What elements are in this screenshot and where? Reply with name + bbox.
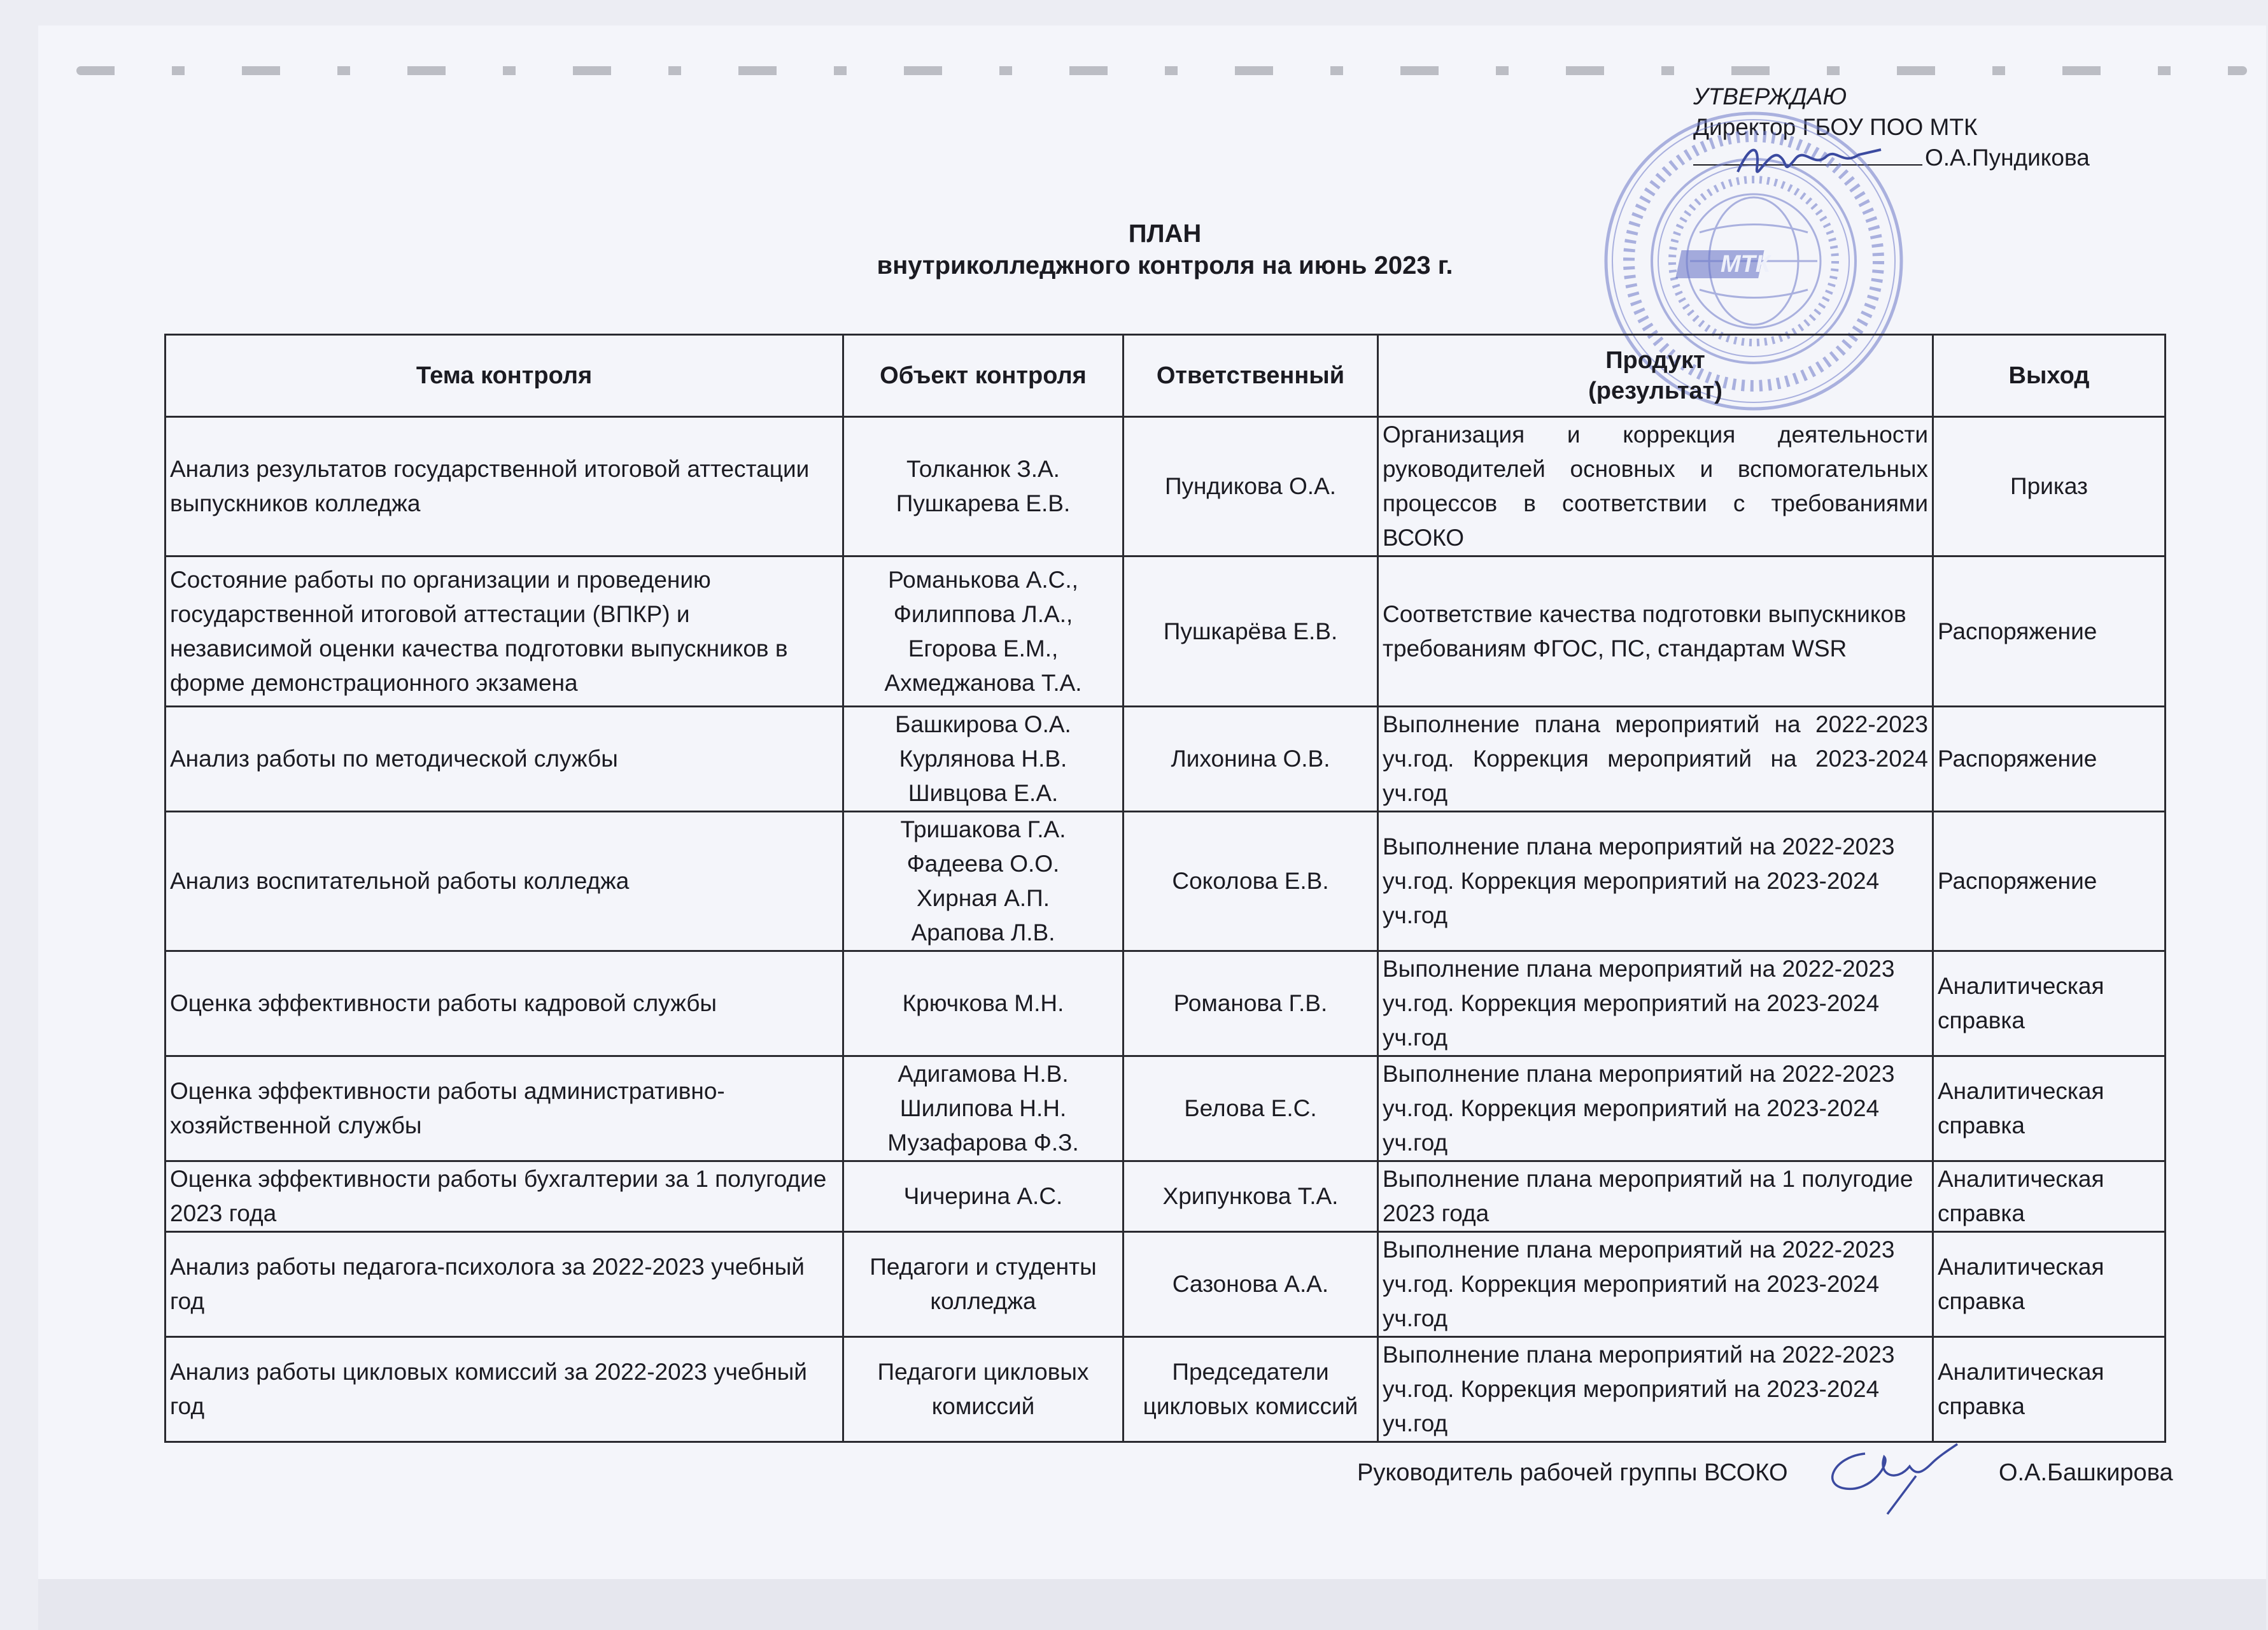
- footer-role: Руководитель рабочей группы ВСОКО: [1357, 1459, 1788, 1486]
- topic-cell: Оценка эффективности работы административно-хозяйственной службы: [166, 1056, 843, 1161]
- object-cell: Романькова А.С., Филиппова Л.А., Егорова Е.М., Ахмеджанова Т.А.: [843, 556, 1123, 707]
- header-topic: Тема контроля: [166, 335, 843, 417]
- output-cell: Распоряжение: [1933, 707, 2166, 812]
- object-cell: Башкирова О.А. Курлянова Н.В. Шивцова Е.А.: [843, 707, 1123, 812]
- output-cell: Аналитическая справка: [1933, 1232, 2166, 1337]
- table-row: [166, 417, 2166, 556]
- topic-cell: Оценка эффективности работы кадровой службы: [166, 951, 843, 1056]
- table-row: [166, 707, 2166, 812]
- header-output: Выход: [1933, 335, 2166, 417]
- header-product-line-2: (результат): [1588, 378, 1722, 404]
- product-cell: Выполнение плана мероприятий на 2022-2023 уч.год. Коррекция мероприятий на 2023-2024 уч.год: [1378, 1056, 1933, 1161]
- table-row: [166, 1161, 2166, 1232]
- object-cell: Толканюк З.А. Пушкарева Е.В.: [843, 417, 1123, 556]
- topic-cell: Оценка эффективности работы бухгалтерии за 1 полугодие 2023 года: [166, 1161, 843, 1232]
- footer-name: О.А.Башкирова: [1999, 1459, 2173, 1486]
- director-signature: [1731, 137, 1884, 188]
- seal-logo-text: МТК: [1720, 251, 1771, 278]
- responsible-cell: Пундикова О.А.: [1123, 417, 1378, 556]
- header-product-line-1: Продукт: [1605, 347, 1705, 374]
- responsible-cell: Хрипункова Т.А.: [1123, 1161, 1378, 1232]
- object-cell: Чичерина А.С.: [843, 1161, 1123, 1232]
- product-cell: Выполнение плана мероприятий на 2022-2023 уч.год. Коррекция мероприятий на 2023-2024 уч.год: [1378, 812, 1933, 951]
- table-row: [166, 1056, 2166, 1161]
- approval-name: О.А.Пундикова: [1925, 145, 2090, 171]
- approval-position: Директор ГБОУ ПОО МТК: [1693, 114, 1978, 140]
- product-cell: Выполнение плана мероприятий на 2022-2023 уч.год. Коррекция мероприятий на 2023-2024 уч.год: [1378, 707, 1933, 812]
- header-responsible: Ответственный: [1123, 335, 1378, 417]
- topic-cell: Анализ работы педагога-психолога за 2022-2023 учебный год: [166, 1232, 843, 1337]
- responsible-cell: Пушкарёва Е.В.: [1123, 556, 1378, 707]
- output-cell: Распоряжение: [1933, 812, 2166, 951]
- object-cell: Крючкова М.Н.: [843, 951, 1123, 1056]
- responsible-cell: Председатели цикловых комиссий: [1123, 1337, 1378, 1442]
- object-cell: Педагоги цикловых комиссий: [843, 1337, 1123, 1442]
- product-cell: Организация и коррекция деятельности руководителей основных и вспомогательных процессов в соответствии с требованиями ВСОКО: [1378, 417, 1933, 556]
- output-cell: Распоряжение: [1933, 556, 2166, 707]
- scan-margin: [38, 1579, 2266, 1630]
- product-cell: Выполнение плана мероприятий на 2022-2023 уч.год. Коррекция мероприятий на 2023-2024 уч.год: [1378, 1337, 1933, 1442]
- table-row: [166, 951, 2166, 1056]
- document-title: [828, 218, 1502, 281]
- title-line-2: внутриколледжного контроля на июнь 2023 г.: [877, 252, 1453, 280]
- perforation-edge: [76, 66, 2247, 75]
- output-cell: Аналитическая справка: [1933, 951, 2166, 1056]
- output-cell: Аналитическая справка: [1933, 1337, 2166, 1442]
- output-cell: Аналитическая справка: [1933, 1161, 2166, 1232]
- control-plan-table: [164, 334, 2166, 1443]
- responsible-cell: Соколова Е.В.: [1123, 812, 1378, 951]
- table-row: [166, 812, 2166, 951]
- topic-cell: Анализ воспитательной работы колледжа: [166, 812, 843, 951]
- table-body: [166, 417, 2166, 1442]
- responsible-cell: Белова Е.С.: [1123, 1056, 1378, 1161]
- group-leader-signature: [1821, 1438, 1967, 1520]
- table-row: [166, 1232, 2166, 1337]
- object-cell: Педагоги и студенты колледжа: [843, 1232, 1123, 1337]
- responsible-cell: Романова Г.В.: [1123, 951, 1378, 1056]
- product-cell: Выполнение плана мероприятий на 2022-2023 уч.год. Коррекция мероприятий на 2023-2024 уч.год: [1378, 1232, 1933, 1337]
- object-cell: Тришакова Г.А. Фадеева О.О. Хирная А.П. Арапова Л.В.: [843, 812, 1123, 951]
- product-cell: Соответствие качества подготовки выпускников требованиям ФГОС, ПС, стандартам WSR: [1378, 556, 1933, 707]
- topic-cell: Состояние работы по организации и проведению государственной итоговой аттестации (ВПКР) и независимой оценки качества подготовки выпускников в форме демонстрационного экзамена: [166, 556, 843, 707]
- table-header-row: [166, 335, 2166, 417]
- header-product: [1378, 335, 1933, 417]
- product-cell: Выполнение плана мероприятий на 1 полугодие 2023 года: [1378, 1161, 1933, 1232]
- header-object: Объект контроля: [843, 335, 1123, 417]
- object-cell: Адигамова Н.В. Шилипова Н.Н. Музафарова Ф.З.: [843, 1056, 1123, 1161]
- product-cell: Выполнение плана мероприятий на 2022-2023 уч.год. Коррекция мероприятий на 2023-2024 уч.год: [1378, 951, 1933, 1056]
- output-cell: Аналитическая справка: [1933, 1056, 2166, 1161]
- table-row: [166, 1337, 2166, 1442]
- approval-caption: УТВЕРЖДАЮ: [1693, 83, 1847, 110]
- responsible-cell: Лихонина О.В.: [1123, 707, 1378, 812]
- topic-cell: Анализ работы цикловых комиссий за 2022-2023 учебный год: [166, 1337, 843, 1442]
- responsible-cell: Сазонова А.А.: [1123, 1232, 1378, 1337]
- title-line-1: ПЛАН: [1128, 220, 1202, 248]
- output-cell: Приказ: [1933, 417, 2166, 556]
- table-row: [166, 556, 2166, 707]
- topic-cell: Анализ результатов государственной итоговой аттестации выпускников колледжа: [166, 417, 843, 556]
- topic-cell: Анализ работы по методической службы: [166, 707, 843, 812]
